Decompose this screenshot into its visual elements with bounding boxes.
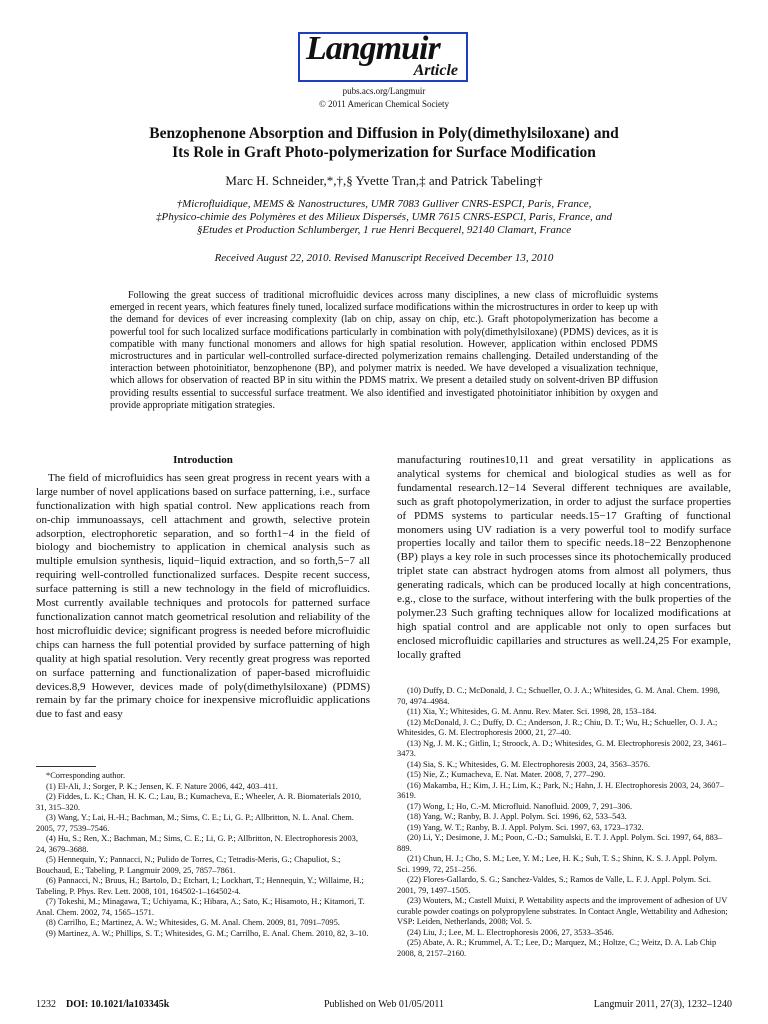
intro-paragraph-right: manufacturing routines10,11 and great versatility in applications as analytical systems for chemical and biological studies as well as for fundamental research.12−14 Several different techniques are available, such as graft photopolymerization, in order to adjust the surface properties of PDMS systems to particular needs.15−17 Grafting of functional monomers using UV radiation is a very powerful tool to modify surface properties locally and tailor them to specific needs.18−22 Benzophenone (BP) plays a key role in such processes since its photochemically produced triplet state can abstract hydrogen atoms from almost all polymers, thus generating radicals, which can be produced locally at high concentrations, e.g., close to the surface, without interfering with the bulk properties of the polymer.23 Such grafting techniques allow for localized modifications at high spatial control and are applicable not only to open surfaces but enclosed microfluidic capillaries and structures as well.24,25 For example, locally grafted (397, 454, 731, 661)
journal-name: Langmuir (306, 30, 440, 67)
citation: Langmuir 2011, 27(3), 1232–1240 (593, 999, 732, 1010)
reference-item[interactable]: (2) Fiddes, L. K.; Chan, H. K. C.; Lau, B.; Kumacheva, E.; Wheeler, A. R. Biomaterials 2010, 31, 315–320. (36, 792, 362, 812)
journal-logo[interactable] (298, 32, 468, 82)
journal-url[interactable]: pubs.acs.org/Langmuir (342, 86, 426, 96)
references-left (36, 771, 370, 939)
affiliations (0, 198, 768, 237)
reference-item[interactable]: (6) Pannacci, N.; Bruus, H.; Bartolo, D.; Etchart, I.; Lockhart, T.; Hennequin, Y.; Willaime, H.; Tabeling, P. Phys. Rev. Lett. 2008, 101, 164502-1–164502-4. (36, 876, 364, 896)
reference-item[interactable]: (23) Wouters, M.; Castell Muixi, P. Wettability aspects and the improvement of adhesion of UV curable powder coatings on polypropylene substrates. In Contact Angle, Wettability and Adhesion; VSP: Leiden, Netherlands, 2008; Vol. 5. (397, 896, 728, 926)
reference-item[interactable]: (20) Li, Y.; Desimone, J. M.; Poon, C.-D.; Samulski, E. T. J. Appl. Polym. Sci. 1997, 64, 883–889. (397, 833, 723, 853)
reference-item[interactable]: (17) Wong, I.; Ho, C.-M. Microfluid. Nanofluid. 2009, 7, 291–306. (407, 801, 633, 811)
reference-item[interactable]: (13) Ng, J. M. K.; Gitlin, I.; Stroock, A. D.; Whitesides, G. M. Electrophoresis 2002, 23, 3461–3473. (397, 738, 727, 758)
reference-item[interactable]: (19) Yang, W. T.; Ranby, B. J. Appl. Polym. Sci. 1997, 63, 1723–1732. (407, 822, 644, 832)
reference-item[interactable]: (1) El-Ali, J.; Sorger, P. K.; Jensen, K. F. Nature 2006, 442, 403–411. (46, 781, 278, 791)
right-column (397, 454, 731, 663)
reference-item[interactable]: (12) McDonald, J. C.; Duffy, D. C.; Anderson, J. R.; Chiu, D. T.; Wu, H.; Schueller, O. J. A.; Whitesides, G. M. Electrophoresis 2000, 21, 27–40. (397, 717, 718, 737)
section-heading-introduction: Introduction (173, 454, 233, 466)
reference-item[interactable]: (24) Liu, J.; Lee, M. L. Electrophoresis 2006, 27, 3533–3546. (407, 927, 614, 937)
reference-item[interactable]: (9) Martinez, A. W.; Phillips, S. T.; Whitesides, G. M.; Carrilho, E. Anal. Chem. 2010, 82, 3–10. (46, 928, 369, 938)
reference-item: *Corresponding author. (46, 771, 126, 780)
reference-item[interactable]: (4) Hu, S.; Ren, X.; Bachman, M.; Sims, C. E.; Li, G. P.; Allbritton, N. Electrophoresis 2003, 24, 3679–3688. (36, 834, 358, 854)
authors: Marc H. Schneider,*,†,§ Yvette Tran,‡ and Patrick Tabeling† (225, 173, 543, 188)
affiliation-2: ‡Physico-chimie des Polymères et des Milieux Dispersés, UMR 7615 CNRS-ESPCI, Paris, France, and (156, 211, 612, 223)
doi[interactable]: DOI: 10.1021/la103345k (66, 999, 170, 1010)
reference-item[interactable]: (10) Duffy, D. C.; McDonald, J. C.; Schueller, O. J. A.; Whitesides, G. M. Anal. Chem. 1998, 70, 4974–4984. (397, 686, 720, 706)
references-right (397, 686, 731, 959)
article-type: Article (413, 62, 458, 79)
reference-item[interactable]: (5) Hennequin, Y.; Pannacci, N.; Pulido de Torres, C.; Tetradis-Meris, G.; Chapuliot, S.; Bouchaud, E.; Tabeling, P. Langmuir 2009, 25, 7857–7861. (36, 855, 341, 875)
affiliation-3: §Etudes et Production Schlumberger, 1 rue Henri Becquerel, 92140 Clamart, France (196, 224, 572, 236)
reference-item[interactable]: (21) Chun, H. J.; Cho, S. M.; Lee, Y. M.; Lee, H. K.; Suh, T. S.; Shinn, K. S. J. Appl. Polym. Sci. 1999, 72, 251–256. (397, 854, 718, 874)
reference-item[interactable]: (22) Flores-Gallardo, S. G.; Sanchez-Valdes, S.; Ramos de Valle, L. F. J. Appl. Polym. Sci. 2001, 79, 1497–1505. (397, 875, 711, 895)
page-number: 1232 (36, 999, 56, 1010)
left-column (36, 454, 370, 722)
reference-item[interactable]: (3) Wang, Y.; Lai, H.-H.; Bachman, M.; Sims, C. E.; Li, G. P.; Allbritton, N. L. Anal. Chem. 2005, 77, 7539–7546. (36, 813, 354, 833)
reference-item[interactable]: (18) Yang, W.; Ranby, B. J. Appl. Polym. Sci. 1996, 62, 533–543. (407, 812, 627, 821)
title-line-1: Benzophenone Absorption and Diffusion in Poly(dimethylsiloxane) and (149, 125, 619, 142)
reference-item[interactable]: (14) Sia, S. K.; Whitesides, G. M. Electrophoresis 2003, 24, 3563–3576. (407, 759, 650, 769)
reference-item[interactable]: (16) Makamba, H.; Kim, J. H.; Lim, K.; Park, N.; Hahn, J. H. Electrophoresis 2003, 24, 3607–3619. (397, 780, 724, 800)
article-title (0, 124, 768, 162)
copyright: © 2011 American Chemical Society (319, 99, 449, 109)
abstract: Following the great success of traditional microfluidic devices across many disciplines, a new class of microfluidic systems emerged in recent years, which features finely tuned, localized surface modifications within the microstructures in order to keep up with the demand for devices of ever increasing complexity (lab on chip, assay on chip, etc.). Graft photopolymerization has become a powerful tool for such localized surface modifications particularly in combination with poly(dimethylsiloxane) (PDMS) devices, as it is compatible with many functional monomers and allows for high spatial resolution. However, application within enclosed PDMS microstructures and in particular well-controlled surface-directed polymerization remains challenging. Detailed understanding of the interaction between photoinitiator, benzophenone (BP), and polymer matrix is needed. We have developed a visualization technique, which allows for observation of reacted BP in situ within the PDMS matrix. We present a detailed study on solvent-driven BP diffusion providing results essential to successful surface treatment. We also identified and investigated photoinitiator inhibition by oxygen and provide appropriate mitigation strategies. (110, 290, 658, 411)
reference-item[interactable]: (8) Carrilho, E.; Martinez, A. W.; Whitesides, G. M. Anal. Chem. 2009, 81, 7091–7095. (46, 918, 340, 927)
affiliation-1: †Microfluidique, MEMS & Nanostructures, UMR 7083 Gulliver CNRS-ESPCI, Paris, France, (176, 198, 592, 210)
reference-item[interactable]: (11) Xia, Y.; Whitesides, G. M. Annu. Rev. Mater. Sci. 1998, 28, 153–184. (407, 707, 657, 716)
reference-item[interactable]: (7) Tokeshi, M.; Minagawa, T.; Uchiyama, K.; Hibara, A.; Sato, K.; Hisamoto, H.; Kitamori, T. Anal. Chem. 2002, 74, 1565–1571. (36, 897, 365, 917)
published-date: Published on Web 01/05/2011 (323, 999, 445, 1010)
intro-paragraph-left: The field of microfluidics has seen great progress in recent years with a large number of novel applications based on surface patterning, i.e., surface functionalization with high spatial control. New applications reach from on-chip immunoassays, cell attachment and growth, selective protein adsorption, electrophoretic separation, and so forth1−4 in the field of biology and biochemistry to application in chemical analysis such as multiple emulsion synthesis, liquid−liquid extraction, and so forth,5−7 all requiring well-controlled functionalized surfaces. Despite recent success, surface patterning is still a new technology in the field of microfluidics. Most currently available techniques and protocols for patterned surface functionalization cannot match geometrical resolution and reliability of the host microfluidic device; significant progress is needed before microfluidic chips can harness the full potential provided by surface patterning of high quality at high spatial resolution. Very recently great progress was reported on surface patterning and functionalization of paper-based microfluidic devices.8,9 However, devices made of poly(dimethylsiloxane) (PDMS) remain by far the primary choice for inexpensive microfluidic applications due to fast and easy (36, 471, 370, 721)
received-dates: Received August 22, 2010. Revised Manuscript Received December 13, 2010 (214, 252, 554, 264)
title-line-2: Its Role in Graft Photo-polymerization for Surface Modification (172, 144, 596, 161)
footnote-divider-left (36, 766, 96, 767)
reference-item[interactable]: (15) Nie, Z.; Kumacheva, E. Nat. Mater. 2008, 7, 277–290. (407, 770, 606, 779)
reference-item[interactable]: (25) Abate, A. R.; Krummel, A. T.; Lee, D.; Marquez, M.; Holtze, C.; Weitz, D. A. Lab Chip 2008, 8, 2157–2160. (397, 938, 717, 958)
